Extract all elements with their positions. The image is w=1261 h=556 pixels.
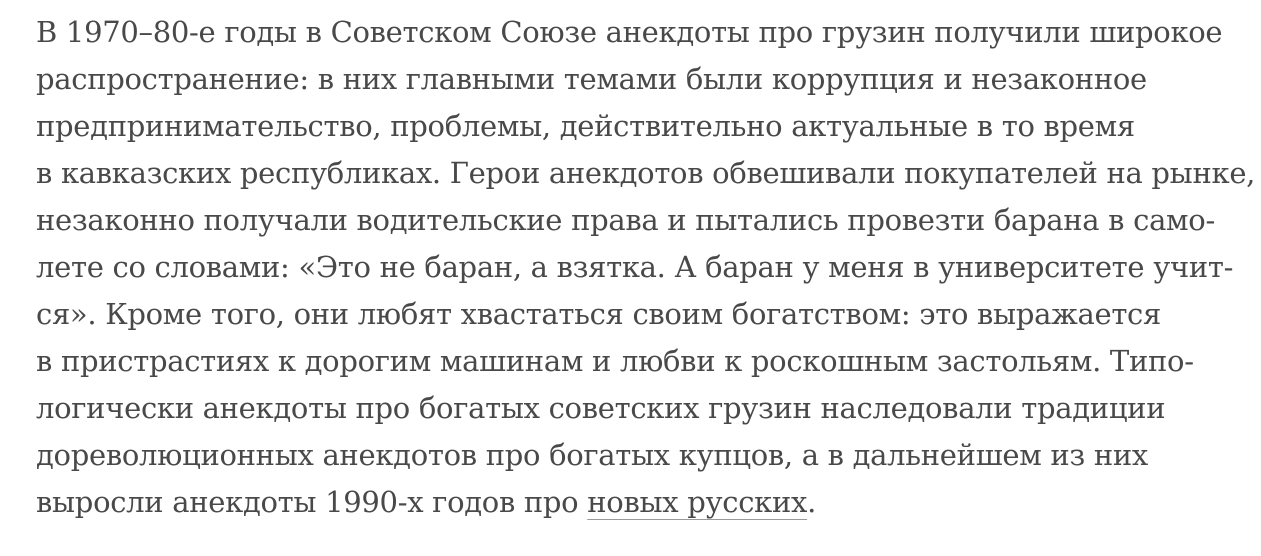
last-line-suffix: .: [807, 485, 816, 519]
article-paragraph: [36, 9, 1256, 526]
link-novye-russkie[interactable]: новых русских: [587, 485, 808, 519]
text-line: логически анекдоты про богатых советских грузин наследовали традиции: [36, 391, 1166, 425]
text-line: ся». Кроме того, они любят хвастаться своим богатством: это выражается: [36, 297, 1161, 331]
text-line: в пристрастиях к дорогим машинам и любви к роскошным застольям. Типо-: [36, 344, 1194, 378]
text-line: распространение: в них главными темами были коррупция и незаконное: [36, 62, 1147, 96]
text-line-last: [36, 479, 1231, 526]
text-line: лете со словами: «Это не баран, а взятка. А баран у меня в университете учит-: [36, 250, 1234, 284]
text-line: предпринимательство, проблемы, действительно актуальные в то время: [36, 109, 1135, 143]
text-line: дореволюционных анекдотов про богатых купцов, а в дальнейшем из них: [36, 438, 1148, 472]
text-line: В 1970–80-е годы в Советском Союзе анекдоты про грузин получили широкое: [36, 15, 1223, 49]
text-line: незаконно получали водительские права и пытались провезти барана в само-: [36, 203, 1215, 237]
text-line: в кавказских республиках. Герои анекдотов обвешивали покупателей на рынке,: [36, 156, 1256, 190]
last-line-prefix: выросли анекдоты 1990-х годов про: [36, 485, 588, 519]
